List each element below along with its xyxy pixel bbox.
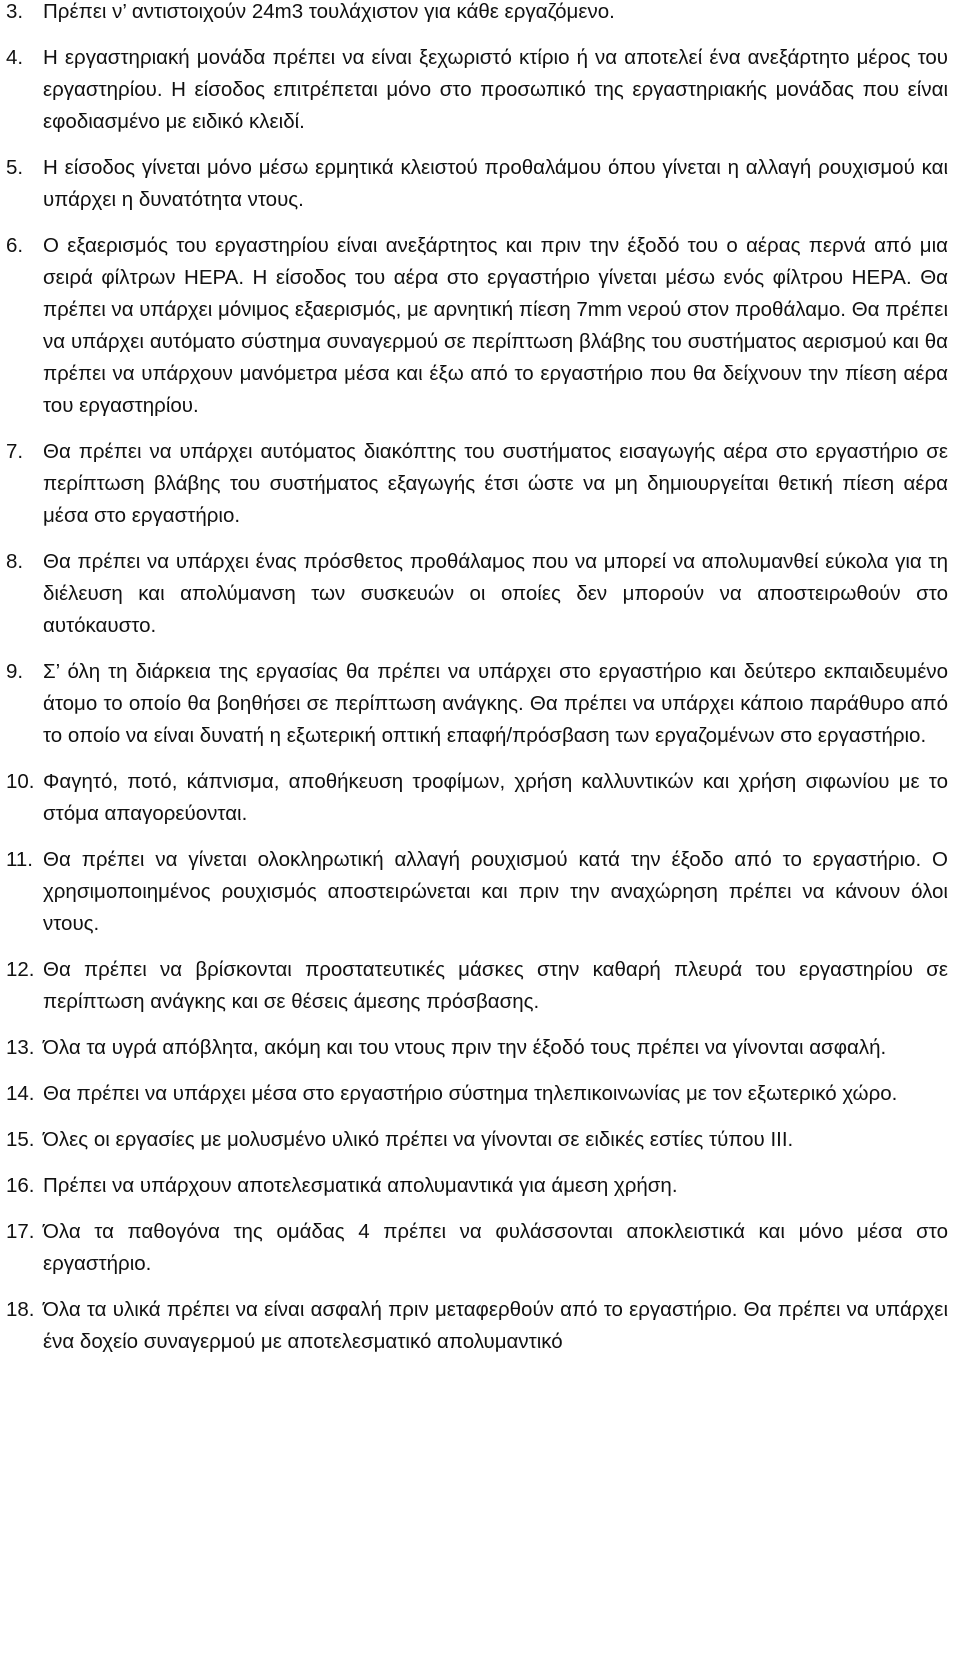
item-number: 10.	[6, 770, 35, 793]
item-text: Όλα τα παθογόνα της ομάδας 4 πρέπει να φυλάσσονται αποκλειστικά και μόνο μέσα στο εργαστήριο.	[43, 1220, 948, 1275]
list-item	[6, 954, 948, 1018]
item-text: Πρέπει ν’ αντιστοιχούν 24m3 τουλάχιστον για κάθε εργαζόμενο.	[43, 0, 615, 23]
list-item	[6, 1216, 948, 1280]
list-item	[6, 42, 948, 138]
list-item	[6, 766, 948, 830]
item-text: Θα πρέπει να υπάρχει μέσα στο εργαστήριο σύστημα τηλεπικοινωνίας με τον εξωτερικό χώρο.	[43, 1082, 898, 1105]
item-number: 13.	[6, 1036, 35, 1059]
list-item	[6, 656, 948, 752]
item-number: 15.	[6, 1128, 35, 1151]
item-text: Όλες οι εργασίες με μολυσμένο υλικό πρέπει να γίνονται σε ειδικές εστίες τύπου ΙΙΙ.	[43, 1128, 794, 1151]
item-number: 9.	[6, 660, 24, 683]
item-number: 4.	[6, 46, 24, 69]
requirements-list	[6, 0, 948, 1372]
list-item	[6, 844, 948, 940]
item-number: 18.	[6, 1298, 35, 1321]
list-item	[6, 1294, 948, 1358]
item-text: Θα πρέπει να γίνεται ολοκληρωτική αλλαγή ρουχισμού κατά την έξοδο από το εργαστήριο. Ο χρησιμοποιημένος ρουχισμός αποστειρώνεται και πριν την αναχώρηση πρέπει να κάνουν όλοι ντους.	[43, 848, 948, 935]
item-text: Θα πρέπει να βρίσκονται προστατευτικές μάσκες στην καθαρή πλευρά του εργαστηρίου σε περίπτωση ανάγκης και σε θέσεις άμεσης πρόσβασης.	[43, 958, 948, 1013]
list-item	[6, 0, 948, 28]
list-item	[6, 1078, 948, 1110]
list-item	[6, 1032, 948, 1064]
item-text: Όλα τα υλικά πρέπει να είναι ασφαλή πριν μεταφερθούν από το εργαστήριο. Θα πρέπει να υπάρχει ένα δοχείο συναγερμού με αποτελεσματικό απολυμαντικό	[43, 1298, 948, 1353]
item-text: Η είσοδος γίνεται μόνο μέσω ερμητικά κλειστού προθαλάμου όπου γίνεται η αλλαγή ρουχισμού και υπάρχει η δυνατότητα ντους.	[43, 156, 948, 211]
item-number: 5.	[6, 156, 24, 179]
item-number: 16.	[6, 1174, 35, 1197]
item-text: Φαγητό, ποτό, κάπνισμα, αποθήκευση τροφίμων, χρήση καλλυντικών και χρήση σιφωνίου με το στόμα απαγορεύονται.	[43, 770, 948, 825]
item-number: 11.	[6, 848, 33, 871]
list-item	[6, 436, 948, 532]
item-number: 17.	[6, 1220, 35, 1243]
item-number: 7.	[6, 440, 24, 463]
list-item	[6, 1124, 948, 1156]
item-text: Η εργαστηριακή μονάδα πρέπει να είναι ξεχωριστό κτίριο ή να αποτελεί ένα ανεξάρτητο μέρος του εργαστηρίου. Η είσοδος επιτρέπεται μόνο στο προσωπικό της εργαστηριακής μονάδας που είναι εφοδιασμένο με ειδικό κλειδί.	[43, 46, 948, 133]
item-text: Πρέπει να υπάρχουν αποτελεσματικά απολυμαντικά για άμεση χρήση.	[43, 1174, 678, 1197]
item-text: Ο εξαερισμός του εργαστηρίου είναι ανεξάρτητος και πριν την έξοδό του ο αέρας περνά από μια σειρά φίλτρων HEPA. Η είσοδος του αέρα στο εργαστήριο γίνεται μέσω ενός φίλτρου HEPA. Θα πρέπει να υπάρχει μόνιμος εξαερισμός, με αρνητική πίεση 7mm νερού στον προθάλαμο. Θα πρέπει να υπάρχει αυτόματο σύστημα συναγερμού σε περίπτωση βλάβης του συστήματος αερισμού και θα πρέπει να υπάρχουν μανόμετρα μέσα και έξω από το εργαστήριο που θα δείχνουν την πίεση αέρα του εργαστηρίου.	[43, 234, 948, 417]
item-text: Θα πρέπει να υπάρχει ένας πρόσθετος προθάλαμος που να μπορεί να απολυμανθεί εύκολα για τη διέλευση και απολύμανση των συσκευών οι οποίες δεν μπορούν να αποστειρωθούν στο αυτόκαυστο.	[43, 550, 948, 637]
list-item	[6, 152, 948, 216]
list-item	[6, 546, 948, 642]
item-text: Όλα τα υγρά απόβλητα, ακόμη και του ντους πριν την έξοδό τους πρέπει να γίνονται ασφαλή.	[43, 1036, 887, 1059]
item-number: 12.	[6, 958, 35, 981]
item-number: 8.	[6, 550, 24, 573]
list-item	[6, 1170, 948, 1202]
item-text: Θα πρέπει να υπάρχει αυτόματος διακόπτης του συστήματος εισαγωγής αέρα στο εργαστήριο σε περίπτωση βλάβης του συστήματος εξαγωγής έτσι ώστε να μη δημιουργείται θετική πίεση αέρα μέσα στο εργαστήριο.	[43, 440, 948, 527]
item-number: 14.	[6, 1082, 35, 1105]
list-item	[6, 230, 948, 422]
item-number: 6.	[6, 234, 24, 257]
item-text: Σ’ όλη τη διάρκεια της εργασίας θα πρέπει να υπάρχει στο εργαστήριο και δεύτερο εκπαιδευμένο άτομο το οποίο θα βοηθήσει σε περίπτωση ανάγκης. Θα πρέπει να υπάρχει κάποιο παράθυρο από το οποίο να είναι δυνατή η εξωτερική οπτική επαφή/πρόσβαση των εργαζομένων στο εργαστήριο.	[43, 660, 948, 747]
item-number: 3.	[6, 0, 24, 23]
